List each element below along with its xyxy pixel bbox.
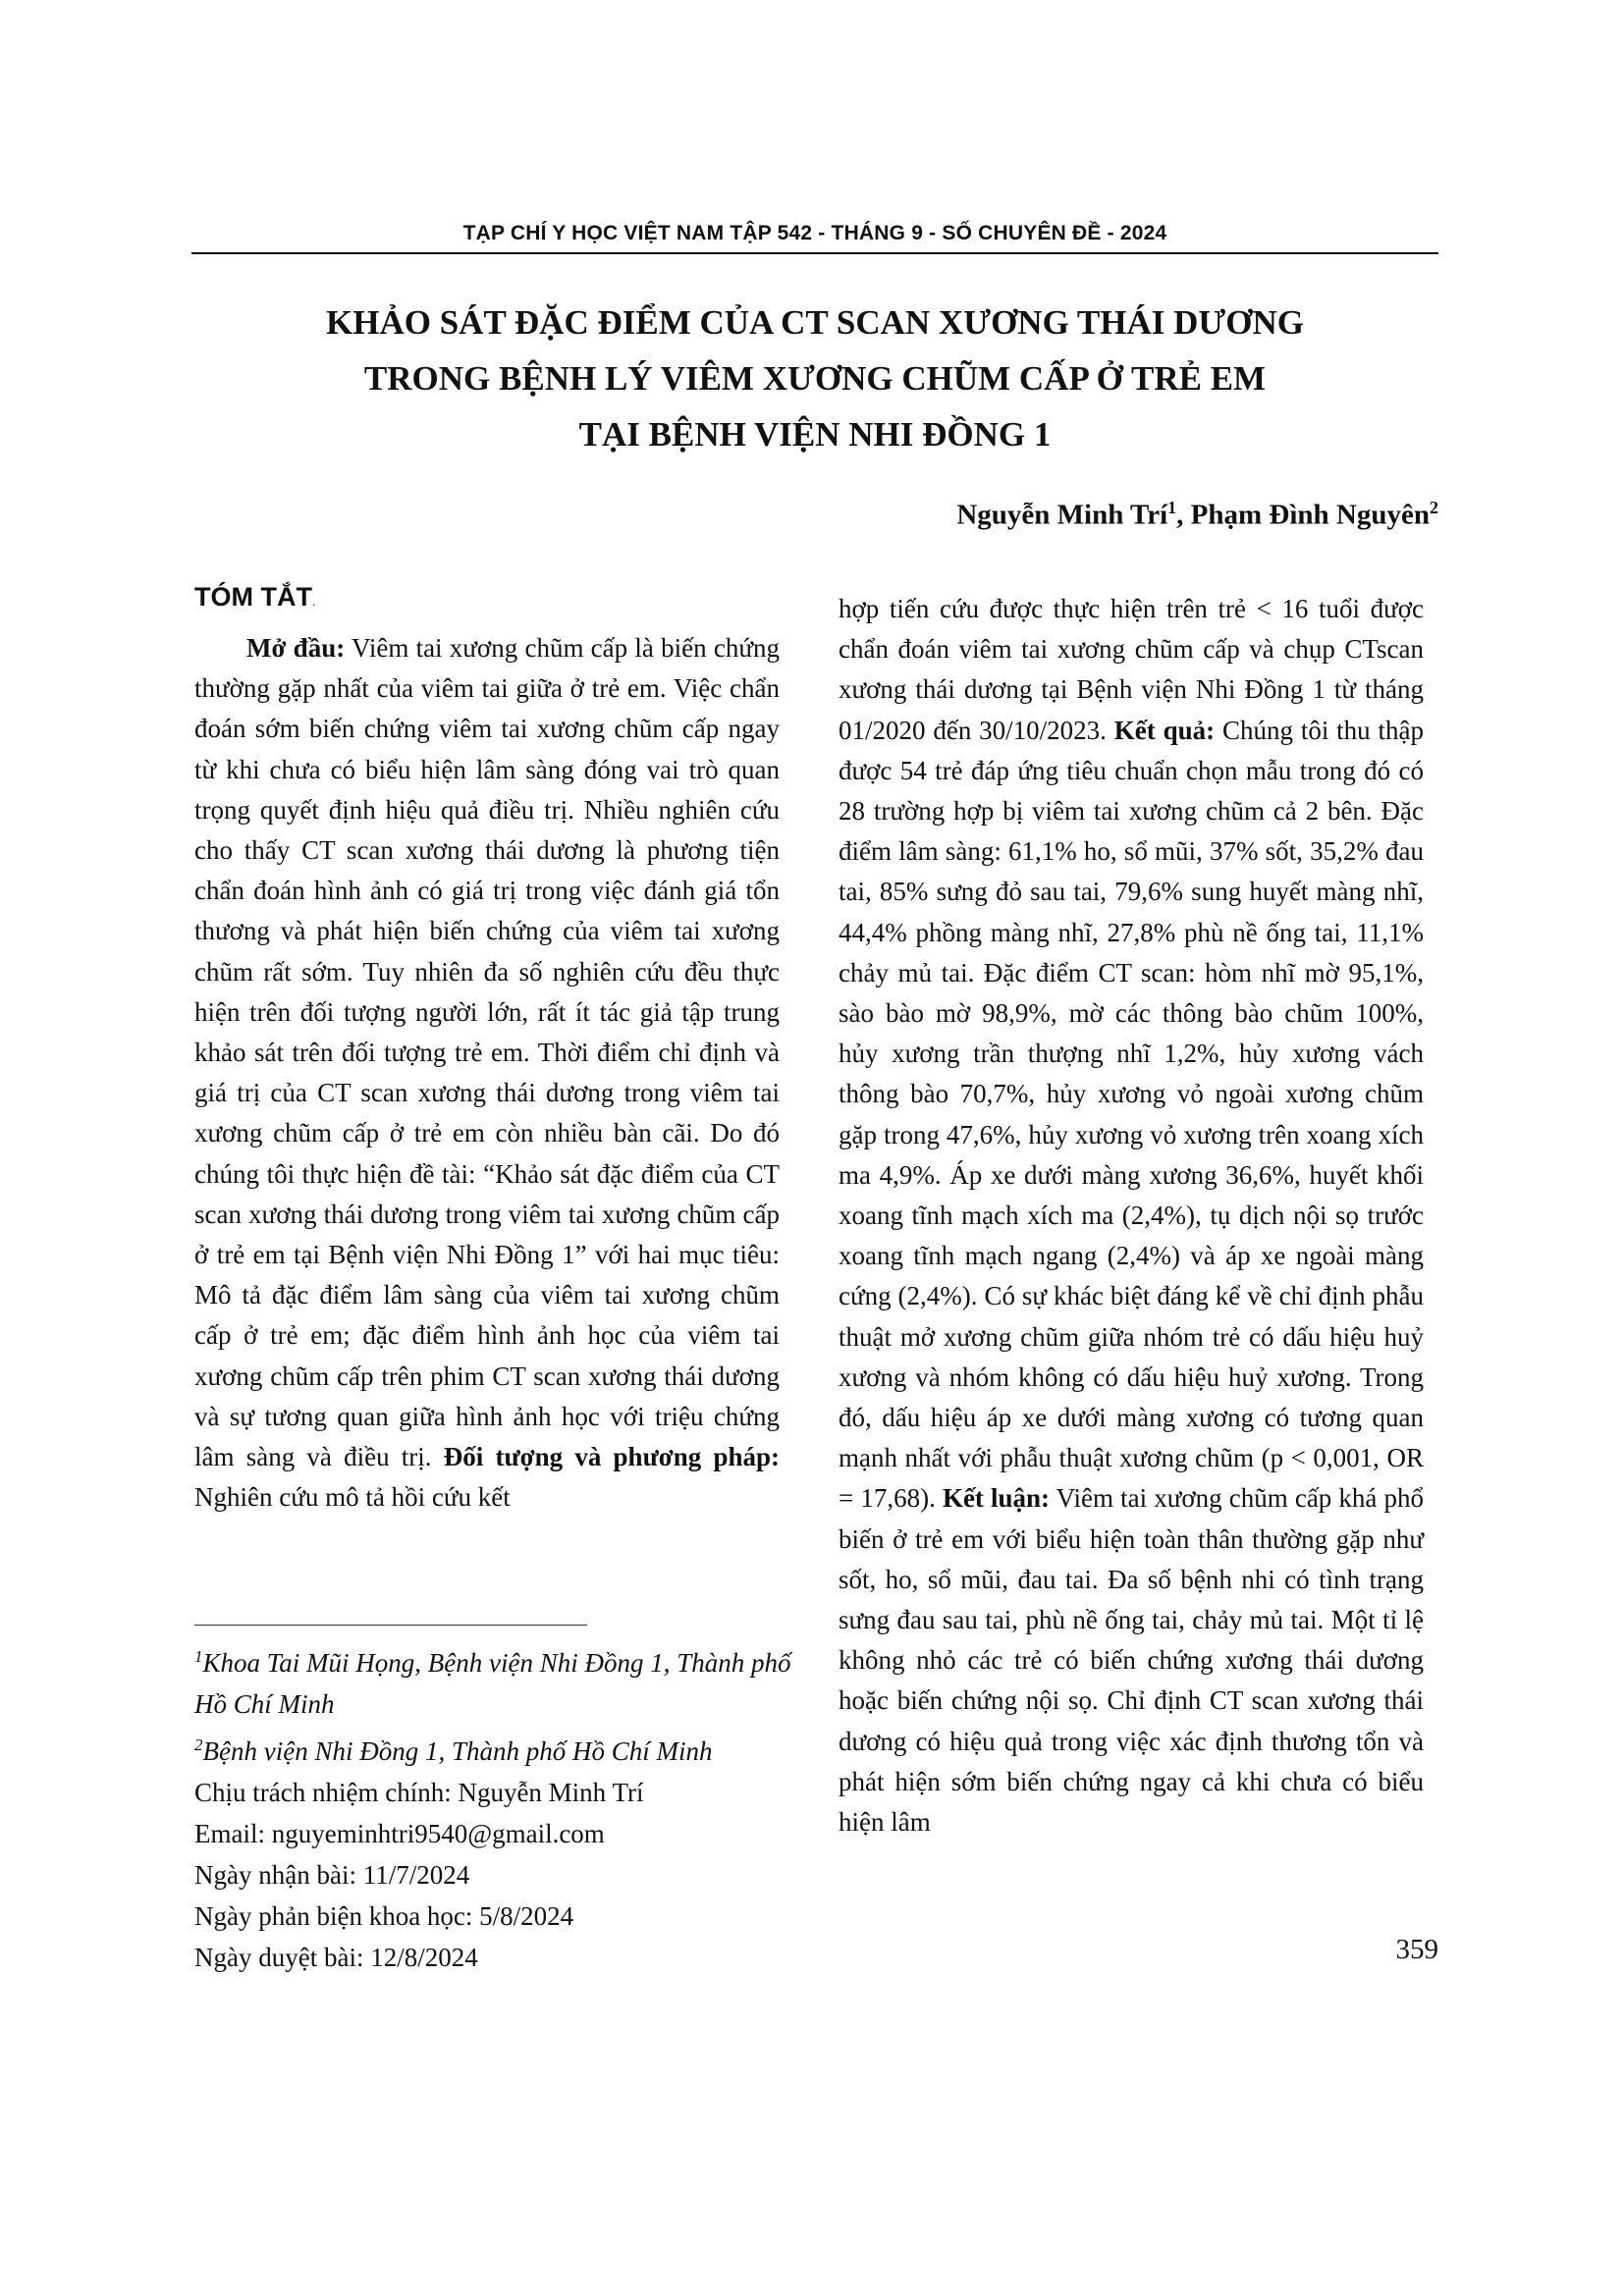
footnote-mark: 2: [194, 1735, 203, 1754]
author-separator: ,: [1176, 499, 1191, 531]
footnote-mark: 1: [194, 1647, 203, 1666]
footnote-rule: [194, 1625, 587, 1626]
header-rule: [191, 252, 1438, 254]
author-name: Nguyễn Minh Trí: [956, 499, 1168, 531]
author-affiliation-mark: 2: [1430, 498, 1438, 517]
article-title: [191, 294, 1438, 462]
affiliation-footnote-2: [194, 1725, 803, 1772]
abstract-heading: [194, 577, 780, 622]
abstract-right-column: [839, 589, 1424, 1842]
results-text: Chúng tôi thu thập được 54 trẻ đáp ứng tiêu chuẩn chọn mẫu trong đó có 28 trường hợp bị viêm tai xương chũm cả 2 bên. Đặc điểm lâm sàng: 61,1% ho, sổ mũi, 37% sốt, 35,2% đau tai, 85% sưng đỏ sau tai, 79,6% sung huyết màng nhĩ, 44,4% phồng màng nhĩ, 27,8% phù nề ống tai, 11,1% chảy mủ tai. Đặc điểm CT scan: hòm nhĩ mờ 95,1%, sào bào mờ 98,9%, mờ các thông bào chũm 100%, hủy xương trần thượng nhĩ 1,2%, hủy xương vách thông bào 70,7%, hủy xương vỏ ngoài xương chũm gặp trong 47,6%, hủy xương vỏ xương trên xoang xích ma 4,9%. Áp xe dưới màng xương 36,6%, huyết khối xoang tĩnh mạch xích ma (2,4%), tụ dịch nội sọ trước xoang tĩnh mạch ngang (2,4%) và áp xe ngoài màng cứng (2,4%). Có sự khác biệt đáng kể về chỉ định phẫu thuật mở xương chũm giữa nhóm trẻ có dấu hiệu huỷ xương và nhóm không có dấu hiệu huỷ xương. Trong đó, dấu hiệu áp xe dưới màng xương có tương quan mạnh nhất với phẫu thuật xương chũm (p < 0,001, OR = 17,68).: [839, 715, 1424, 1514]
title-line-3: TẠI BỆNH VIỆN NHI ĐỒNG 1: [578, 415, 1052, 454]
methods-text: Nghiên cứu mô tả hồi cứu kết: [194, 1482, 511, 1513]
author-affiliation-mark: 1: [1167, 498, 1177, 517]
abstract-paragraph-continued: [839, 589, 1424, 1842]
abstract-heading-text: TÓM TẮT: [194, 582, 312, 612]
intro-label: Mở đầu:: [246, 633, 346, 663]
conclusion-label: Kết luận:: [942, 1483, 1051, 1514]
intro-text: Viêm tai xương chũm cấp là biến chứng thường gặp nhất của viêm tai giữa ở trẻ em. Việc chẩn đoán sớm biến chứng viêm tai xương chũm cấp ngay từ khi chưa có biểu hiện lâm sàng đóng vai trò quan trọng quyết định hiệu quả điều trị. Nhiều nghiên cứu cho thấy CT scan xương thái dương là phương tiện chẩn đoán hình ảnh có giá trị trong việc đánh giá tổn thương và phát hiện biến chứng của viêm tai xương chũm rất sớm. Tuy nhiên đa số nghiên cứu đều thực hiện trên đối tượng người lớn, rất ít tác giả tập trung khảo sát trên đối tượng trẻ em. Thời điểm chỉ định và giá trị của CT scan xương thái dương trong viêm tai xương chũm cấp ở trẻ em còn nhiều bàn cãi. Do đó chúng tôi thực hiện đề tài: “Khảo sát đặc điểm của CT scan xương thái dương trong viêm tai xương chũm cấp ở trẻ em tại Bệnh viện Nhi Đồng 1” với hai mục tiêu: Mô tả đặc điểm lâm sàng của viêm tai xương chũm cấp ở trẻ em; đặc điểm hình ảnh học của viêm tai xương chũm cấp trên phim CT scan xương thái dương và sự tương quan giữa hình ảnh học với triệu chứng lâm sàng và điều trị.: [194, 633, 780, 1472]
affiliation-text: Bệnh viện Nhi Đồng 1, Thành phố Hồ Chí Minh: [202, 1736, 713, 1766]
results-label: Kết quả:: [1113, 715, 1216, 745]
abstract-heading-suffix: .: [311, 595, 316, 609]
author-list: [785, 498, 1438, 532]
title-line-1: KHẢO SÁT ĐẶC ĐIỂM CỦA CT SCAN XƯƠNG THÁI DƯƠNG: [326, 303, 1304, 342]
affiliation-footnote-1: [194, 1636, 803, 1725]
accepted-date: Ngày duyệt bài: 12/8/2024: [194, 1943, 478, 1972]
corresponding-author: Chịu trách nhiệm chính: Nguyễn Minh Trí: [194, 1778, 644, 1807]
received-date: Ngày nhận bài: 11/7/2024: [194, 1860, 470, 1890]
author-name: Phạm Đình Nguyên: [1190, 499, 1430, 531]
methods-text-continued: hợp tiến cứu được thực hiện trên trẻ < 16 tuổi được chẩn đoán viêm tai xương chũm cấp và chụp CTscan xương thái dương tại Bệnh viện Nhi Đồng 1 từ tháng 01/2020 đến 30/10/2023.: [839, 594, 1424, 745]
conclusion-text: Viêm tai xương chũm cấp khá phổ biến ở trẻ em với biểu hiện toàn thân thường gặp như sốt, ho, sổ mũi, đau tai. Đa số bệnh nhi có tình trạng sưng đau sau tai, phù nề ống tai, chảy mủ tai. Một tỉ lệ không nhỏ các trẻ có biến chứng xương thái dương hoặc biến chứng nội sọ. Chỉ định CT scan xương thái dương có hiệu quả trong việc xác định thương tổn và phát hiện sớm biến chứng ngay cả khi chưa có biểu hiện lâm: [839, 1483, 1424, 1838]
reviewed-date: Ngày phản biện khoa học: 5/8/2024: [194, 1901, 574, 1931]
page-number: 359: [1395, 1934, 1438, 1965]
affiliation-text: Khoa Tai Mũi Họng, Bệnh viện Nhi Đồng 1, Thành phố Hồ Chí Minh: [194, 1648, 791, 1719]
title-line-2: TRONG BỆNH LÝ VIÊM XƯƠNG CHŨM CẤP Ở TRẺ EM: [363, 359, 1267, 398]
abstract-paragraph: [194, 628, 780, 1518]
abstract-left-column: [194, 577, 780, 1518]
methods-label: Đối tượng và phương pháp:: [443, 1442, 780, 1472]
footnotes: [194, 1636, 803, 1978]
corresponding-email: Email: nguyeminhtri9540@gmail.com: [194, 1819, 605, 1848]
running-header: TẠP CHÍ Y HỌC VIỆT NAM TẬP 542 - THÁNG 9 - SỐ CHUYÊN ĐỀ - 2024: [462, 222, 1167, 244]
